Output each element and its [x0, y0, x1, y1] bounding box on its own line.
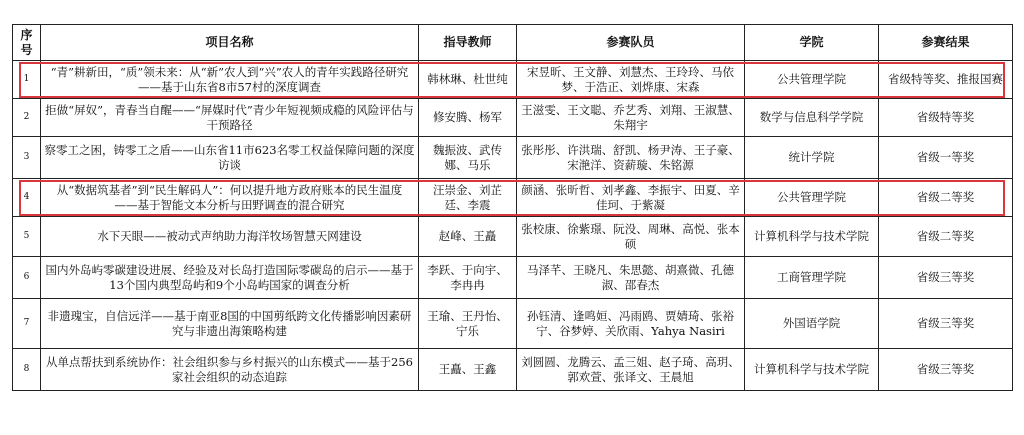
cell-seq: 1	[13, 61, 41, 99]
cell-teacher: 魏振波、武传娜、马乐	[419, 137, 517, 179]
cell-project: 察零工之困，铸零工之盾——山东省11市623名零工权益保障问题的深度访谈	[41, 137, 419, 179]
cell-college: 计算机科学与技术学院	[745, 349, 879, 391]
cell-result: 省级二等奖	[879, 179, 1013, 217]
header-result: 参赛结果	[879, 25, 1013, 61]
cell-teacher: 赵峰、王矗	[419, 217, 517, 257]
cell-college: 公共管理学院	[745, 61, 879, 99]
cell-seq: 7	[13, 299, 41, 349]
cell-teacher: 王矗、王鑫	[419, 349, 517, 391]
cell-seq: 2	[13, 99, 41, 137]
cell-members: 孙钰清、逢鸣姮、冯雨鸥、贾婧琦、张裕宁、谷梦婷、关欣雨、Yahya Nasiri	[517, 299, 745, 349]
cell-teacher: 修安腾、杨军	[419, 99, 517, 137]
cell-members: 颜涵、张昕哲、刘孝鑫、李振宇、田夏、辛佳珂、于紫凝	[517, 179, 745, 217]
cell-teacher: 汪崇金、刘芷廷、李震	[419, 179, 517, 217]
cell-seq: 6	[13, 257, 41, 299]
cell-seq: 5	[13, 217, 41, 257]
cell-college: 计算机科学与技术学院	[745, 217, 879, 257]
cell-members: 宋昱昕、王文静、刘慧杰、王玲玲、马依梦、于浩正、刘烨康、宋森	[517, 61, 745, 99]
cell-project: 从“数据筑基者”到“民生解码人”：何以提升地方政府账本的民生温度 ——基于智能文本分析与田野调查的混合研究	[41, 179, 419, 217]
cell-teacher: 韩林琳、杜世纯	[419, 61, 517, 99]
cell-project: 非遗瑰宝，自信远洋——基于南亚8国的中国剪纸跨文化传播影响因素研究与非遗出海策略构建	[41, 299, 419, 349]
header-members: 参赛队员	[517, 25, 745, 61]
header-college: 学院	[745, 25, 879, 61]
cell-college: 数学与信息科学学院	[745, 99, 879, 137]
cell-members: 王滋雯、王文聪、乔艺秀、刘翔、王淑慧、朱翔宇	[517, 99, 745, 137]
table-row	[13, 299, 1013, 349]
cell-project: 水下天眼——被动式声纳助力海洋牧场智慧天网建设	[41, 217, 419, 257]
table-row	[13, 99, 1013, 137]
header-row	[13, 25, 1013, 61]
cell-college: 公共管理学院	[745, 179, 879, 217]
header-project: 项目名称	[41, 25, 419, 61]
cell-result: 省级特等奖	[879, 99, 1013, 137]
cell-result: 省级三等奖	[879, 299, 1013, 349]
table-row	[13, 137, 1013, 179]
cell-result: 省级三等奖	[879, 257, 1013, 299]
cell-college: 统计学院	[745, 137, 879, 179]
header-seq: 序号	[13, 25, 41, 61]
table-row	[13, 61, 1013, 99]
cell-project: “青”耕新田，“质”领未来：从“新”农人到“兴”农人的青年实践路径研究——基于山东省8市57村的深度调查	[41, 61, 419, 99]
cell-members: 张校康、徐紫璟、阮没、周琳、高悦、张本硕	[517, 217, 745, 257]
results-table	[12, 24, 1013, 391]
table-row	[13, 349, 1013, 391]
cell-project: 国内外岛屿零碳建设进展、经验及对长岛打造国际零碳岛的启示——基于13个国内典型岛屿和9个小岛屿国家的调查分析	[41, 257, 419, 299]
cell-teacher: 李跃、于向宇、李冉冉	[419, 257, 517, 299]
cell-members: 刘圆圆、龙腾云、孟三姐、赵子琦、高玥、郭欢萱、张译文、王晨旭	[517, 349, 745, 391]
cell-project: 拒做“屏奴”，青春当自醒——“屏媒时代”青少年短视频成瘾的风险评估与干预路径	[41, 99, 419, 137]
cell-project: 从单点帮扶到系统协作：社会组织参与乡村振兴的山东模式——基于256家社会组织的动态追踪	[41, 349, 419, 391]
cell-members: 马泽芊、王晓凡、朱思懿、胡熹微、孔德淑、邵春杰	[517, 257, 745, 299]
cell-seq: 8	[13, 349, 41, 391]
header-teacher: 指导教师	[419, 25, 517, 61]
cell-college: 工商管理学院	[745, 257, 879, 299]
cell-teacher: 王瑜、王丹怡、宁乐	[419, 299, 517, 349]
cell-members: 张彤彤、许洪瑞、舒凯、杨尹涛、王子豪、宋滟洋、资薪璇、朱铭源	[517, 137, 745, 179]
cell-result: 省级特等奖、推报国赛	[879, 61, 1013, 99]
cell-seq: 3	[13, 137, 41, 179]
table-row	[13, 179, 1013, 217]
cell-result: 省级二等奖	[879, 217, 1013, 257]
cell-result: 省级一等奖	[879, 137, 1013, 179]
table-row	[13, 217, 1013, 257]
cell-result: 省级三等奖	[879, 349, 1013, 391]
table-row	[13, 257, 1013, 299]
cell-college: 外国语学院	[745, 299, 879, 349]
cell-seq: 4	[13, 179, 41, 217]
